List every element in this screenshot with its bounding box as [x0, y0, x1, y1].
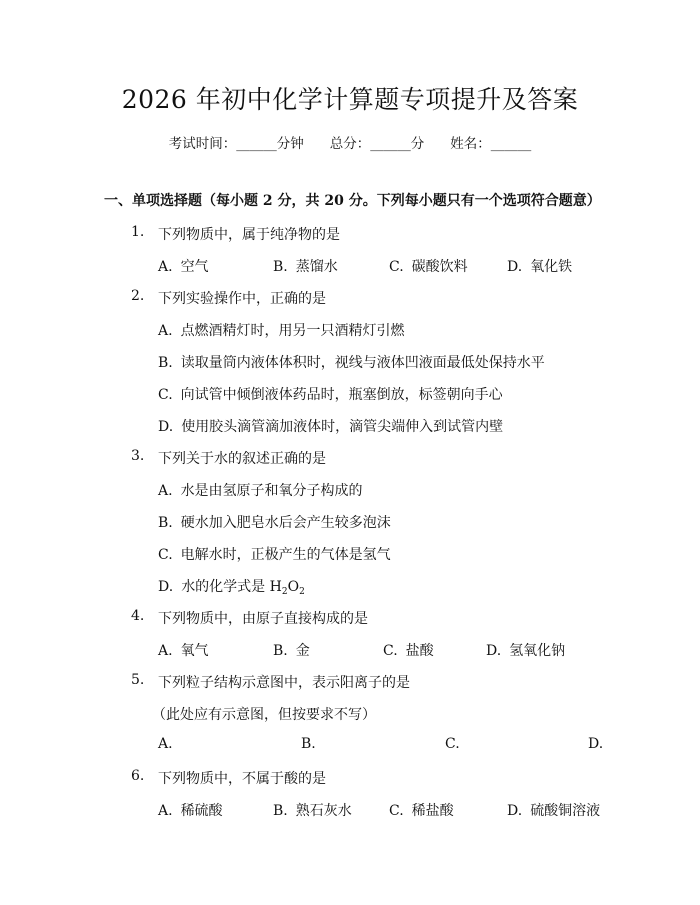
option-d: D. 氧化铁 — [507, 259, 573, 275]
total-score-field: 总分：______分 — [329, 136, 425, 152]
formula-h2o2: $H_2O_2$ — [269, 579, 305, 597]
option-c: C. 盐酸 — [383, 643, 434, 659]
option-a: A. 水是由氢原子和氧分子构成的 — [158, 483, 363, 499]
question-number: 1. — [131, 224, 145, 240]
question-number: 5. — [131, 672, 145, 688]
option-c: C. — [445, 736, 460, 752]
option-d: D. 水的化学式是 $H_2O_2$ — [158, 579, 305, 597]
option-d: D. 氢氧化钠 — [486, 643, 566, 659]
option-c: C. 向试管中倾倒液体药品时，瓶塞倒放，标签朝向手心 — [158, 387, 503, 403]
exam-info-line — [0, 132, 700, 152]
option-d: D. 使用胶头滴管滴加液体时，滴管尖端伸入到试管内壁 — [158, 419, 504, 435]
option-d: D. — [588, 736, 604, 752]
question-text: 下列实验操作中，正确的是 — [158, 291, 326, 307]
question-number: 4. — [131, 608, 145, 624]
option-c: C. 稀盐酸 — [389, 803, 454, 819]
option-a: A. 氧气 — [158, 643, 209, 659]
name-field: 姓名：______ — [450, 136, 532, 152]
exam-time-field: 考试时间：______分钟 — [168, 136, 304, 152]
question-number: 3. — [131, 448, 145, 464]
option-b: B. 硬水加入肥皂水后会产生较多泡沫 — [158, 515, 391, 531]
question-text: 下列粒子结构示意图中，表示阳离子的是 — [158, 675, 410, 691]
option-b: B. 熟石灰水 — [273, 803, 352, 819]
option-b: B. 读取量筒内液体体积时，视线与液体凹液面最低处保持水平 — [158, 355, 545, 371]
option-c: C. 碳酸饮料 — [389, 259, 468, 275]
page-title: 2026 年初中化学计算题专项提升及答案 — [121, 85, 579, 114]
option-a: A. — [158, 736, 173, 752]
option-a: A. 稀硫酸 — [158, 803, 223, 819]
section-title-single-choice: 一、单项选择题（每小题 2 分，共 20 分。下列每小题只有一个选项符合题意） — [104, 193, 601, 209]
option-b: B. — [301, 736, 316, 752]
option-b: B. 蒸馏水 — [273, 259, 338, 275]
option-a: A. 空气 — [158, 259, 209, 275]
question-note: （此处应有示意图，但按要求不写） — [152, 707, 376, 723]
option-c: C. 电解水时，正极产生的气体是氢气 — [158, 547, 391, 563]
question-number: 2. — [131, 288, 145, 304]
option-b: B. 金 — [273, 643, 310, 659]
option-d: D. 硫酸铜溶液 — [507, 803, 601, 819]
question-number: 6. — [131, 768, 145, 784]
question-text: 下列物质中，由原子直接构成的是 — [158, 611, 368, 627]
option-a: A. 点燃酒精灯时，用另一只酒精灯引燃 — [158, 323, 405, 339]
question-text: 下列物质中，属于纯净物的是 — [158, 227, 340, 243]
question-text: 下列物质中，不属于酸的是 — [158, 771, 326, 787]
question-text: 下列关于水的叙述正确的是 — [158, 451, 326, 467]
